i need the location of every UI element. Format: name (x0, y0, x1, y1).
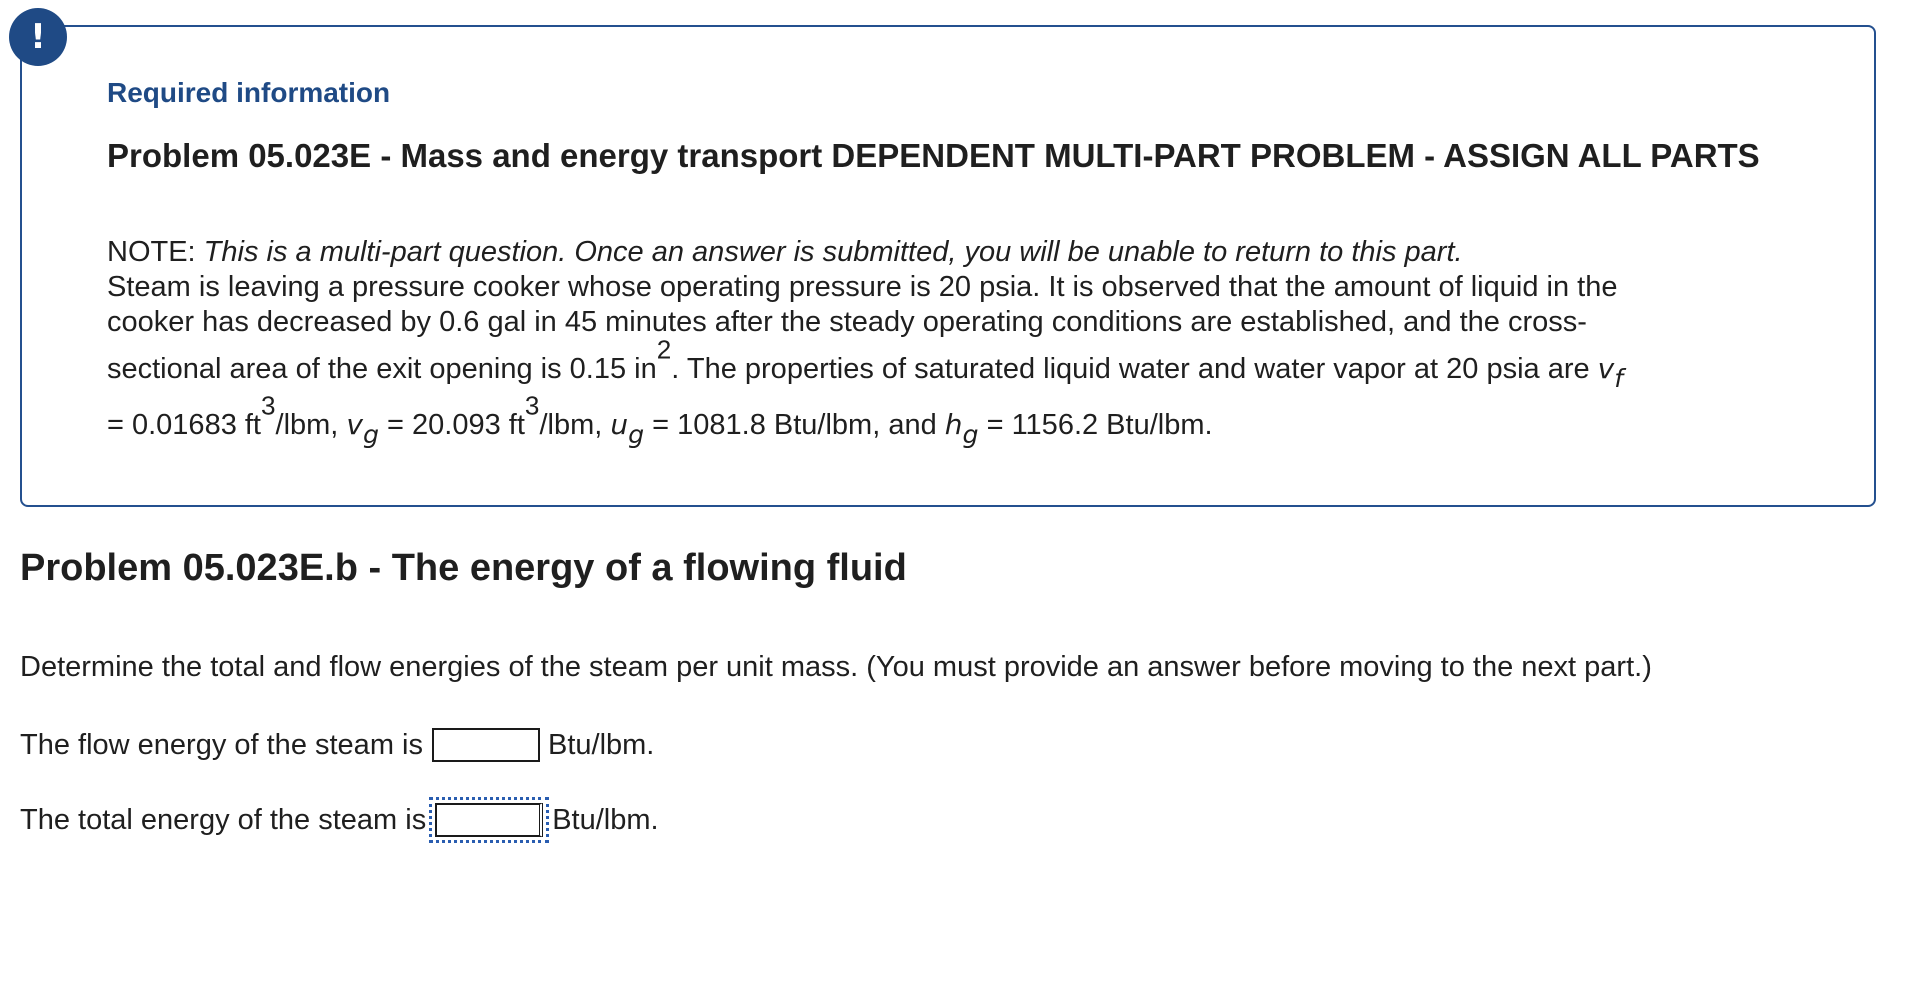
flow-energy-label: The flow energy of the steam is (20, 728, 423, 761)
ug-symbol (610, 408, 645, 449)
exclamation-icon: ! (9, 8, 67, 66)
vg-exponent: 3 (524, 390, 540, 421)
vf-subscript: f (1614, 363, 1624, 393)
ug-value: = 1081.8 Btu/lbm, and (644, 409, 945, 441)
vg-symbol (346, 408, 379, 449)
required-information-label: Required information (107, 77, 391, 108)
ug-var: u (610, 408, 629, 441)
vg-var: v (346, 408, 363, 441)
vf-unit: /lbm, (275, 409, 347, 441)
part-title: Problem 05.023E.b - The energy of a flowing fluid (20, 547, 907, 589)
vg-unit: /lbm, (539, 409, 611, 441)
statement-line-3 (107, 334, 1827, 396)
hg-symbol (944, 408, 979, 449)
flow-energy-row (20, 725, 654, 765)
vf-symbol (1597, 352, 1624, 393)
vf-var: v (1597, 352, 1615, 385)
total-energy-label: The total energy of the steam is (20, 803, 427, 836)
statement-line-3-text-b: . The properties of saturated liquid water and water vapor at 20 psia are (671, 353, 1598, 385)
total-energy-input[interactable] (435, 803, 543, 837)
hg-value: = 1156.2 Btu/lbm. (978, 409, 1213, 441)
total-energy-focus-ring (429, 797, 549, 843)
total-energy-row (20, 796, 659, 844)
vf-value: = 0.01683 ft (107, 409, 261, 441)
statement-line-1: Steam is leaving a pressure cooker whose operating pressure is 20 psia. It is observed that the amount of liquid in the (107, 271, 1618, 303)
hg-var: h (944, 408, 963, 441)
statement-line-4 (107, 390, 1827, 452)
problem-title: Problem 05.023E - Mass and energy transport DEPENDENT MULTI-PART PROBLEM - ASSIGN ALL PARTS (107, 137, 1760, 174)
note-line (107, 235, 1827, 270)
hg-subscript: g (962, 419, 979, 449)
instruction-text: Determine the total and flow energies of the steam per unit mass. (You must provide an answer before moving to the next part.) (20, 651, 1652, 683)
vg-value: = 20.093 ft (379, 409, 525, 441)
note-prefix: NOTE: (107, 236, 204, 268)
vf-exponent: 3 (261, 390, 276, 421)
note-text: This is a multi-part question. Once an answer is submitted, you will be unable to return to this part. (203, 236, 1463, 268)
problem-statement (107, 235, 1827, 452)
vg-subscript: g (363, 419, 379, 449)
flow-energy-unit: Btu/lbm. (547, 728, 655, 761)
ug-subscript: g (628, 419, 645, 449)
statement-line-3-text: sectional area of the exit opening is 0.15 in (107, 353, 657, 385)
statement-line-2: cooker has decreased by 0.6 gal in 45 minutes after the steady operating conditions are established, and the cross- (107, 306, 1587, 338)
total-energy-unit: Btu/lbm. (552, 803, 659, 836)
area-exponent: 2 (656, 334, 672, 365)
flow-energy-input[interactable] (432, 728, 540, 762)
